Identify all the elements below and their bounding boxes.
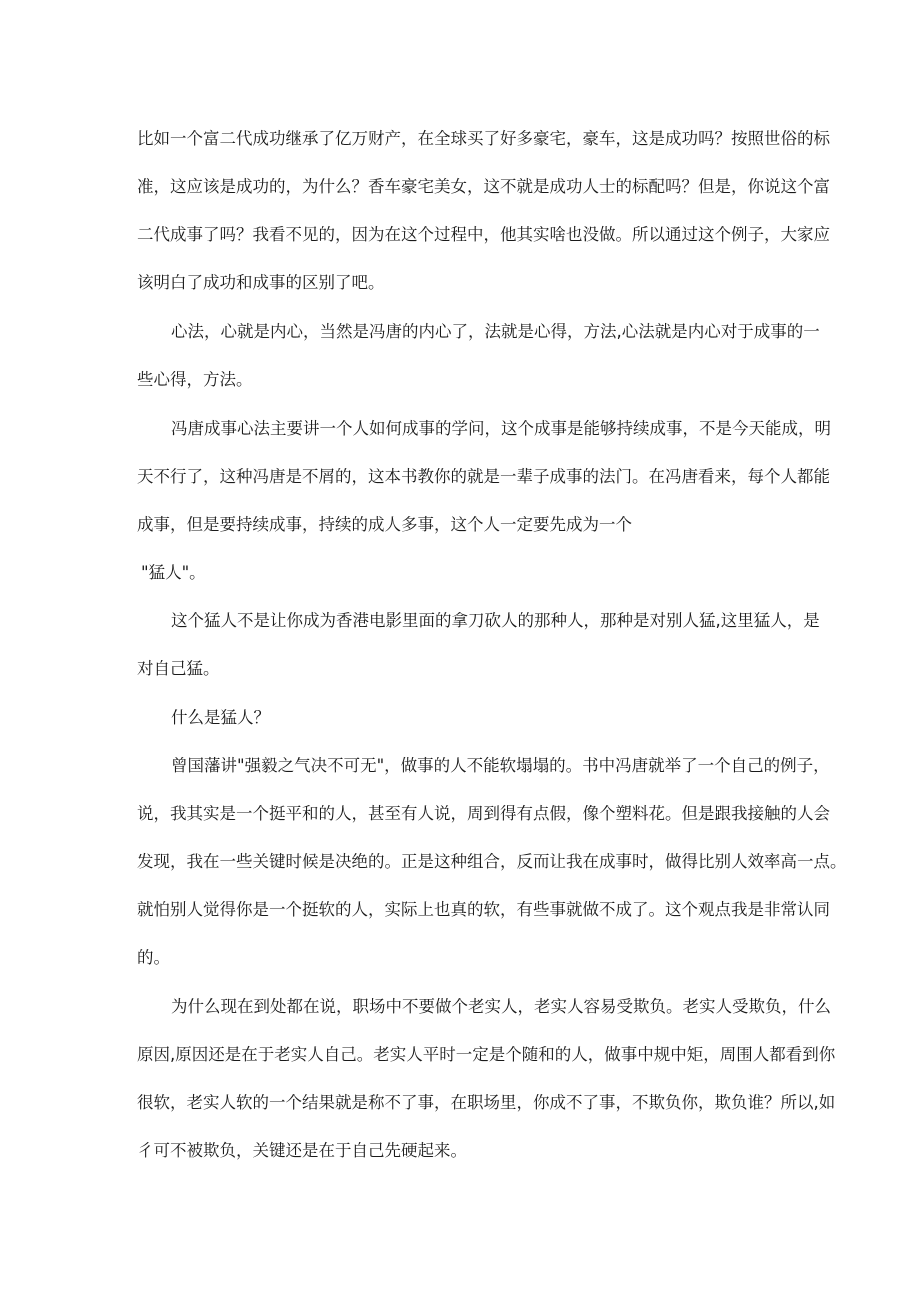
text-line: 些心得，方法。 [137, 370, 253, 389]
text-line: 原因,原因还是在于老实人自己。老实人平时一定是个随和的人，做事中规中矩，周围人都看到你 [137, 1045, 836, 1064]
text-line: 就怕别人觉得你是一个挺软的人，实际上也真的软，有些事就做不成了。这个观点我是非常认同 [137, 900, 830, 919]
text-line: 发现，我在一些关键时候是决绝的。正是这种组合，反而让我在成事时，做得比别人效率高一点。 [137, 852, 847, 871]
text-line: 准，这应该是成功的，为什么？香车豪宅美女，这不就是成功人士的标配吗？但是，你说这个富 [137, 177, 830, 196]
text-line: "猛人"。 [141, 563, 206, 582]
text-line: 该明白了成功和成事的区别了吧。 [137, 273, 385, 292]
text-line: 二代成事了吗？我看不见的，因为在这个过程中，他其实啥也没做。所以通过这个例子，大家应 [137, 225, 830, 244]
text-line: 为什么现在到处都在说，职场中不要做个老实人，老实人容易受欺负。老实人受欺负，什么 [171, 997, 831, 1016]
text-line: 的。 [137, 948, 170, 967]
text-line: 彳可不被欺负，关键还是在于自己先硬起来。 [137, 1141, 467, 1160]
text-line: 心法，心就是内心，当然是冯唐的内心了，法就是心得，方法,心法就是内心对于成事的一 [171, 322, 820, 341]
text-line: 这个猛人不是让你成为香港电影里面的拿刀砍人的那种人，那种是对别人猛,这里猛人，是 [171, 611, 820, 630]
text-line: 比如一个富二代成功继承了亿万财产，在全球买了好多豪宅，豪车，这是成功吗？按照世俗的标 [137, 129, 830, 148]
text-line: 冯唐成事心法主要讲一个人如何成事的学问，这个成事是能够持续成事，不是今天能成，明 [171, 419, 831, 438]
text-line: 天不行了，这种冯唐是不屑的，这本书教你的就是一辈子成事的法门。在冯唐看来，每个人都能 [137, 467, 830, 486]
text-line: 对自己猛。 [137, 659, 220, 678]
text-line: 说，我其实是一个挺平和的人，甚至有人说，周到得有点假，像个塑料花。但是跟我接触的人会 [137, 804, 830, 823]
text-line: 什么是猛人？ [171, 708, 270, 727]
text-line: 很软，老实人软的一个结果就是称不了事，在职场里，你成不了事，不欺负你，欺负谁？所以,如 [137, 1093, 836, 1112]
text-line: 成事，但是要持续成事，持续的成人多事，这个人一定要先成为一个 [137, 515, 632, 534]
text-line: 曾国藩讲"强毅之气决不可无"，做事的人不能软塌塌的。书中冯唐就举了一个自己的例子， [171, 756, 830, 775]
